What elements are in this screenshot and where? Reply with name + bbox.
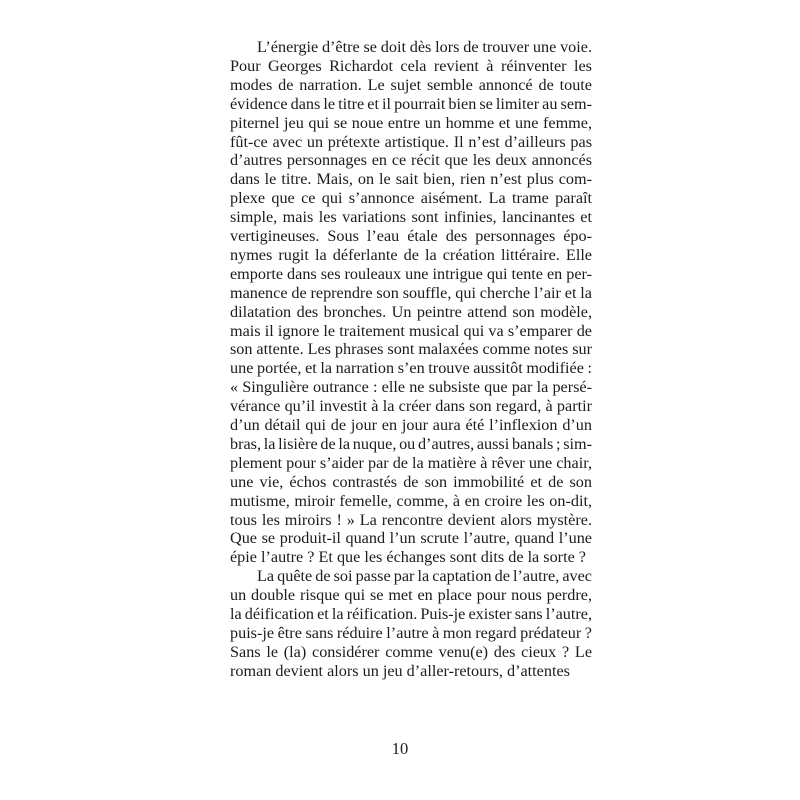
text-line: roman devient alors un jeu d’aller-retours, d’attentes — [230, 661, 570, 680]
text-line: nymes rugit la déferlante de la création littéraire. Elle — [230, 245, 592, 264]
text-line: « Singulière outrance : elle ne subsiste que par la persé- — [230, 378, 592, 397]
text-line: manence de reprendre son souffle, qui cherche l’air et la — [230, 283, 592, 302]
text-line: Sans le (la) considérer comme venu(e) des cieux ? Le — [230, 642, 592, 661]
text-line: plement pour s’aider par de la matière à rêver une chair, — [230, 453, 592, 472]
text-line: mutisme, miroir femelle, comme, à en croire les on-dit, — [230, 491, 592, 510]
text-line: évidence dans le titre et il pourrait bien se limiter au sem- — [230, 94, 592, 113]
text-line: emporte dans ses rouleaux une intrigue qui tente en per- — [230, 264, 592, 283]
text-line: puis-je être sans réduire l’autre à mon regard prédateur ? — [230, 623, 592, 642]
text-line: d’un détail qui de jour en jour aura été l’inflexion d’un — [230, 416, 592, 434]
text-line: d’autres personnages en ce récit que les deux annoncés — [230, 151, 592, 170]
text-line: piternel jeu qui se noue entre un homme et une femme, — [230, 113, 592, 132]
text-line: dans le titre. Mais, on le sait bien, rien n’est plus com- — [230, 170, 592, 189]
text-line: plexe que ce qui s’annonce aisément. La trame paraît — [230, 189, 592, 208]
text-line: simple, mais les variations sont infinies, lancinantes et — [230, 208, 592, 227]
text-line: un double risque qui se met en place pour nous perdre, — [230, 586, 592, 605]
text-line: son attente. Les phrases sont malaxées comme notes sur — [230, 340, 592, 359]
page-number: 10 — [391, 739, 409, 758]
text-line: fût-ce avec un prétexte artistique. Il n’est d’ailleurs pas — [230, 132, 592, 151]
text-line: tous les miroirs ! » La rencontre devient alors mystère. — [230, 510, 592, 529]
text-line: mais il ignore le traitement musical qui va s’emparer de — [230, 321, 592, 340]
text-line: vertigineuses. Sous l’eau étale des personnages épo- — [230, 227, 592, 245]
text-line: bras, la lisière de la nuque, ou d’autres, aussi banals ; sim- — [230, 434, 592, 453]
text-line: La quête de soi passe par la captation de l’autre, avec — [257, 567, 592, 586]
text-line: Que se produit-il quand l’un scrute l’autre, quand l’une — [230, 529, 592, 548]
text-line: Pour Georges Richardot cela revient à réinventer les — [230, 56, 592, 75]
text-line: modes de narration. Le sujet semble annoncé de toute — [230, 75, 592, 94]
text-line: épie l’autre ? Et que les échanges sont dits de la sorte ? — [230, 548, 586, 567]
text-line: vérance qu’il investit à la créer dans son regard, à partir — [230, 397, 592, 416]
text-line: L’énergie d’être se doit dès lors de trouver une voie. — [257, 38, 592, 56]
text-line: la déification et la réification. Puis-je exister sans l’autre, — [230, 605, 592, 623]
text-line: dilatation des bronches. Un peintre attend son modèle, — [230, 302, 592, 321]
text-line: une vie, échos contrastés de son immobilité et de son — [230, 472, 592, 491]
text-line: une portée, et la narration s’en trouve aussitôt modifiée : — [230, 359, 592, 378]
